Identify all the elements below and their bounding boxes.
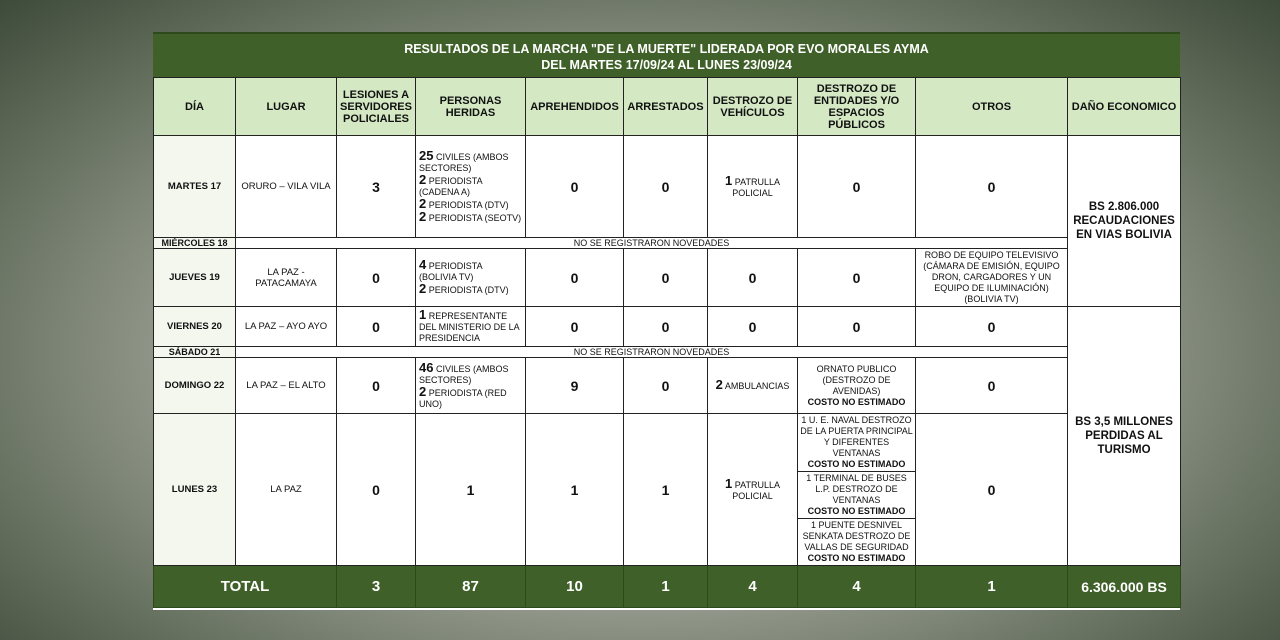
heridas-cell: 1 [416,414,526,566]
entidades-cell: 0 [798,307,916,347]
table-row [154,307,1181,347]
day-cell: JUEVES 19 [154,249,236,307]
header-dano: DAÑO ECONOMICO [1068,78,1181,136]
otros-cell: ROBO DE EQUIPO TELEVISIVO (CÁMARA DE EMISIÓN, EQUIPO DRON, CARGADORES Y UN EQUIPO DE ILUMINACIÓN) (BOLIVIA TV) [916,249,1068,307]
arrestados-cell: 0 [624,307,708,347]
day-cell: MIÉRCOLES 18 [154,238,236,249]
total-dano: 6.306.000 BS [1068,566,1181,608]
table-row [154,136,1181,238]
lesiones-cell: 0 [337,249,416,307]
arrestados-cell: 1 [624,414,708,566]
aprehendidos-cell: 0 [526,307,624,347]
results-table [153,77,1181,608]
vehiculos-cell: 0 [708,307,798,347]
vehiculos-cell: 0 [708,249,798,307]
report-title [153,32,1180,79]
heridas-cell: 1 REPRESENTANTE DEL MINISTERIO DE LA PRESIDENCIA [416,307,526,347]
header-row [154,78,1181,136]
total-row [154,566,1181,608]
lesiones-cell: 0 [337,358,416,414]
place-cell: LA PAZ - PATACAMAYA [236,249,337,307]
header-aprehendidos: APREHENDIDOS [526,78,624,136]
title-line-2: DEL MARTES 17/09/24 AL LUNES 23/09/24 [541,57,792,72]
aprehendidos-cell: 0 [526,249,624,307]
header-heridas: PERSONAS HERIDAS [416,78,526,136]
total-vehiculos: 4 [708,566,798,608]
day-cell: LUNES 23 [154,414,236,566]
arrestados-cell: 0 [624,136,708,238]
lesiones-cell: 0 [337,414,416,566]
total-otros: 1 [916,566,1068,608]
total-arrestados: 1 [624,566,708,608]
entidades-cell: ORNATO PUBLICO (DESTROZO DE AVENIDAS) COSTO NO ESTIMADO [798,358,916,414]
entidades-cell [798,414,916,566]
arrestados-cell: 0 [624,249,708,307]
vehiculos-cell: 1 PATRULLA POLICIAL [708,414,798,566]
entidad-item: 1 PUENTE DESNIVEL SENKATA DESTROZO DE VALLAS DE SEGURIDAD COSTO NO ESTIMADO [798,518,915,565]
arrestados-cell: 0 [624,358,708,414]
table-row [154,347,1181,358]
day-cell: MARTES 17 [154,136,236,238]
place-cell: ORURO – VILA VILA [236,136,337,238]
otros-cell: 0 [916,358,1068,414]
header-lugar: LUGAR [236,78,337,136]
dano-cell-2: BS 3,5 MILLONES PERDIDAS AL TURISMO [1068,307,1181,566]
entidades-cell: 0 [798,136,916,238]
total-heridas: 87 [416,566,526,608]
table-row [154,249,1181,307]
header-entidades: DESTROZO DE ENTIDADES Y/O ESPACIOS PÚBLICOS [798,78,916,136]
header-arrestados: ARRESTADOS [624,78,708,136]
total-aprehendidos: 10 [526,566,624,608]
heridas-cell: 46 CIVILES (AMBOS SECTORES) 2 PERIODISTA (RED UNO) [416,358,526,414]
otros-cell: 0 [916,307,1068,347]
lesiones-cell: 3 [337,136,416,238]
aprehendidos-cell: 0 [526,136,624,238]
otros-cell: 0 [916,414,1068,566]
table-row [154,238,1181,249]
aprehendidos-cell: 9 [526,358,624,414]
entidades-cell: 0 [798,249,916,307]
day-cell: SÁBADO 21 [154,347,236,358]
no-novedades-cell: NO SE REGISTRARON NOVEDADES [236,238,1068,249]
entidad-item: 1 TERMINAL DE BUSES L.P. DESTROZO DE VENTANAS COSTO NO ESTIMADO [798,471,915,518]
place-cell: LA PAZ [236,414,337,566]
header-otros: OTROS [916,78,1068,136]
header-dia: DÍA [154,78,236,136]
title-line-1: RESULTADOS DE LA MARCHA "DE LA MUERTE" LIDERADA POR EVO MORALES AYMA [404,41,929,56]
lesiones-cell: 0 [337,307,416,347]
aprehendidos-cell: 1 [526,414,624,566]
vehiculos-cell: 1 PATRULLA POLICIAL [708,136,798,238]
place-cell: LA PAZ – EL ALTO [236,358,337,414]
no-novedades-cell: NO SE REGISTRARON NOVEDADES [236,347,1068,358]
total-entidades: 4 [798,566,916,608]
header-lesiones: LESIONES A SERVIDORES POLICIALES [337,78,416,136]
place-cell: LA PAZ – AYO AYO [236,307,337,347]
otros-cell: 0 [916,136,1068,238]
entidad-item: 1 U. E. NAVAL DESTROZO DE LA PUERTA PRINCIPAL Y DIFERENTES VENTANAS COSTO NO ESTIMADO [800,415,913,469]
table-row [154,358,1181,414]
day-cell: VIERNES 20 [154,307,236,347]
total-label: TOTAL [154,566,337,608]
dano-cell-1: BS 2.806.000 RECAUDACIONES EN VIAS BOLIVIA [1068,136,1181,307]
table-row [154,414,1181,566]
vehiculos-cell: 2 AMBULANCIAS [708,358,798,414]
day-cell: DOMINGO 22 [154,358,236,414]
report-sheet [153,32,1180,610]
heridas-cell: 25 CIVILES (AMBOS SECTORES) 2 PERIODISTA (CADENA A) 2 PERIODISTA (DTV) 2 PERIODISTA (SEOTV) [416,136,526,238]
heridas-cell: 4 PERIODISTA (BOLIVIA TV) 2 PERIODISTA (DTV) [416,249,526,307]
header-vehiculos: DESTROZO DE VEHÍCULOS [708,78,798,136]
total-lesiones: 3 [337,566,416,608]
